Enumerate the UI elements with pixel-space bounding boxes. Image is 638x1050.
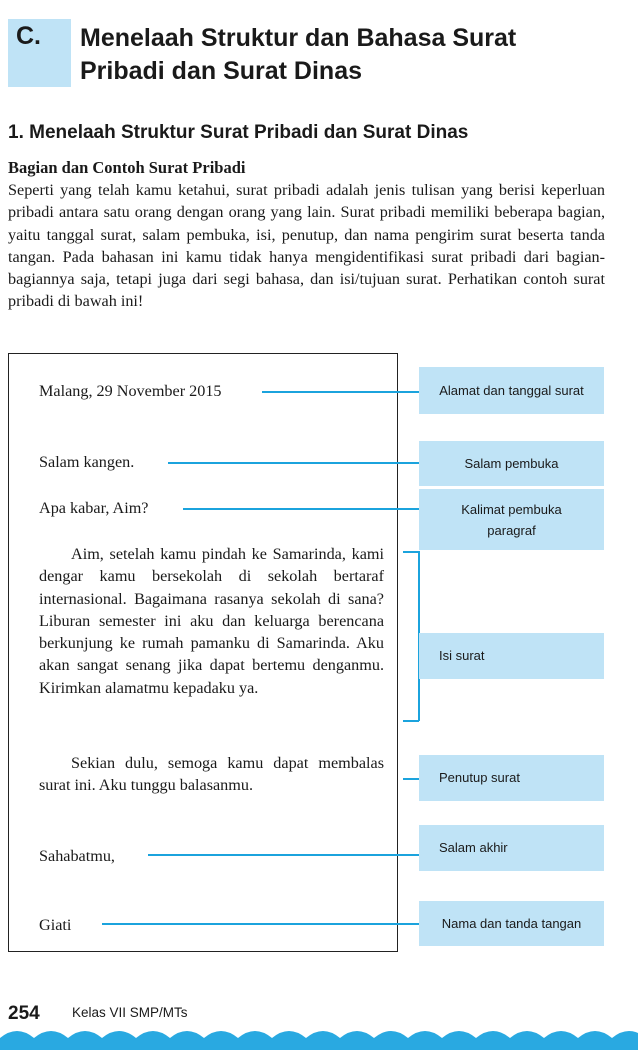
label-greeting	[419, 441, 604, 486]
connector-closing	[403, 778, 419, 780]
letter-sign-off: Sahabatmu,	[39, 847, 115, 865]
label-body-text: Isi surat	[439, 648, 485, 663]
footer-text: Kelas VII SMP/MTs	[72, 1005, 188, 1020]
footer-wave-decoration	[0, 1030, 638, 1050]
subsection-title: 1. Menelaah Struktur Surat Pribadi dan Surat Dinas	[8, 122, 469, 143]
label-body	[419, 633, 604, 679]
lead-title: Bagian dan Contoh Surat Pribadi	[8, 158, 246, 177]
label-sign-off-text: Salam akhir	[439, 840, 508, 855]
connector-greeting	[168, 462, 419, 464]
letter-body: Aim, setelah kamu pindah ke Samarinda, kami dengar kamu bersekolah di sekolah bertaraf internasional. Bagaimana rasanya sekolah di sana? Liburan semester ini aku dan keluarga berencana berkunjung ke rumah pamanku di Samarinda. Aku akan sangat senang jika dapat bertemu denganmu. Kirimkan alamatmu kepadaku ya.	[39, 545, 384, 697]
section-letter: C.	[16, 22, 41, 50]
bracket-bottom	[403, 720, 419, 722]
section-title-line1: Menelaah Struktur dan Bahasa Surat	[80, 24, 517, 52]
label-opening	[419, 489, 604, 550]
section-title	[80, 22, 620, 88]
connector-sign-off	[148, 854, 419, 856]
connector-name	[102, 923, 419, 925]
letter-greeting: Salam kangen.	[39, 453, 135, 471]
letter-date: Malang, 29 November 2015	[39, 382, 222, 400]
letter-name: Giati	[39, 916, 72, 934]
letter-opening: Apa kabar, Aim?	[39, 499, 149, 517]
label-greeting-text: Salam pembuka	[464, 456, 559, 471]
connector-opening	[183, 508, 419, 510]
letter-closing: Sekian dulu, semoga kamu dapat membalas surat ini. Aku tunggu balasanmu.	[39, 754, 384, 795]
label-address-date	[419, 367, 604, 414]
lead-paragraph: Seperti yang telah kamu ketahui, surat pribadi adalah jenis tulisan yang berisi keperluan pribadi antara satu orang dengan orang yang lain. Surat pribadi memiliki beberapa bagian, yaitu tanggal surat, salam pembuka, isi, penutup, dan nama pengirim surat beserta tanda tangan. Pada bahasan ini kamu tidak hanya mengidentifikasi surat pribadi dari bagian-bagiannya saja, tetapi juga dari segi bahasa, dan isi/tujuan surat. Perhatikan contoh surat pribadi di bawah ini!	[8, 181, 605, 311]
label-closing	[419, 755, 604, 801]
label-opening-line2: paragraf	[487, 522, 536, 538]
section-title-line2: Pribadi dan Surat Dinas	[80, 57, 363, 85]
bracket-top	[403, 551, 419, 553]
label-address-date-text: Alamat dan tanggal surat	[439, 383, 584, 398]
label-closing-text: Penutup surat	[439, 770, 520, 785]
connector-date	[262, 391, 419, 393]
page-number: 254	[8, 1003, 40, 1024]
label-opening-line1: Kalimat pembuka	[461, 501, 562, 517]
label-name-signature	[419, 901, 604, 946]
label-name-signature-text: Nama dan tanda tangan	[441, 916, 582, 931]
label-sign-off	[419, 825, 604, 871]
